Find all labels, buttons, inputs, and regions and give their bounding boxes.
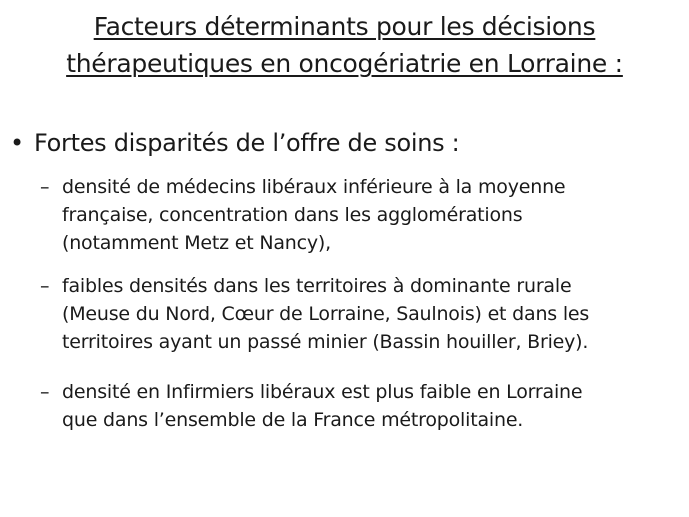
- title-line-1-text: Facteurs déterminants pour les décisions: [93, 12, 596, 41]
- sub-item-2-line-3: territoires ayant un passé minier (Bassin houiller, Briey).: [62, 331, 589, 353]
- sub-item-3: [40, 378, 680, 434]
- sub-item-2-line-2: (Meuse du Nord, Cœur de Lorraine, Saulnois) et dans les: [62, 303, 590, 325]
- sub-item-3-line-2: que dans l’ensemble de la France métropolitaine.: [62, 409, 524, 431]
- sub-item-3-text: [62, 378, 680, 434]
- sub-item-2: [40, 272, 680, 356]
- slide-title: [10, 8, 679, 82]
- title-line-2-text: thérapeutiques en oncogériatrie en Lorraine :: [66, 49, 623, 78]
- sub-item-1: [40, 173, 680, 257]
- title-line-1: [10, 8, 679, 45]
- title-line-2: [10, 45, 679, 82]
- sub-item-2-text: [62, 272, 680, 356]
- sub-item-2-dash: –: [40, 275, 50, 297]
- bullet-marker: •: [10, 129, 24, 157]
- sub-item-2-line-1: faibles densités dans les territoires à dominante rurale: [62, 275, 572, 297]
- sub-item-1-line-3: (notamment Metz et Nancy),: [62, 232, 331, 254]
- main-bullet: [10, 126, 459, 160]
- sub-item-1-dash: –: [40, 176, 50, 198]
- main-bullet-text: Fortes disparités de l’offre de soins :: [34, 129, 460, 157]
- sub-item-1-line-1: densité de médecins libéraux inférieure à la moyenne: [62, 176, 566, 198]
- sub-item-1-line-2: française, concentration dans les agglomérations: [62, 204, 523, 226]
- sub-item-3-line-1: densité en Infirmiers libéraux est plus faible en Lorraine: [62, 381, 583, 403]
- sub-item-3-dash: –: [40, 381, 50, 403]
- sub-item-1-text: [62, 173, 680, 257]
